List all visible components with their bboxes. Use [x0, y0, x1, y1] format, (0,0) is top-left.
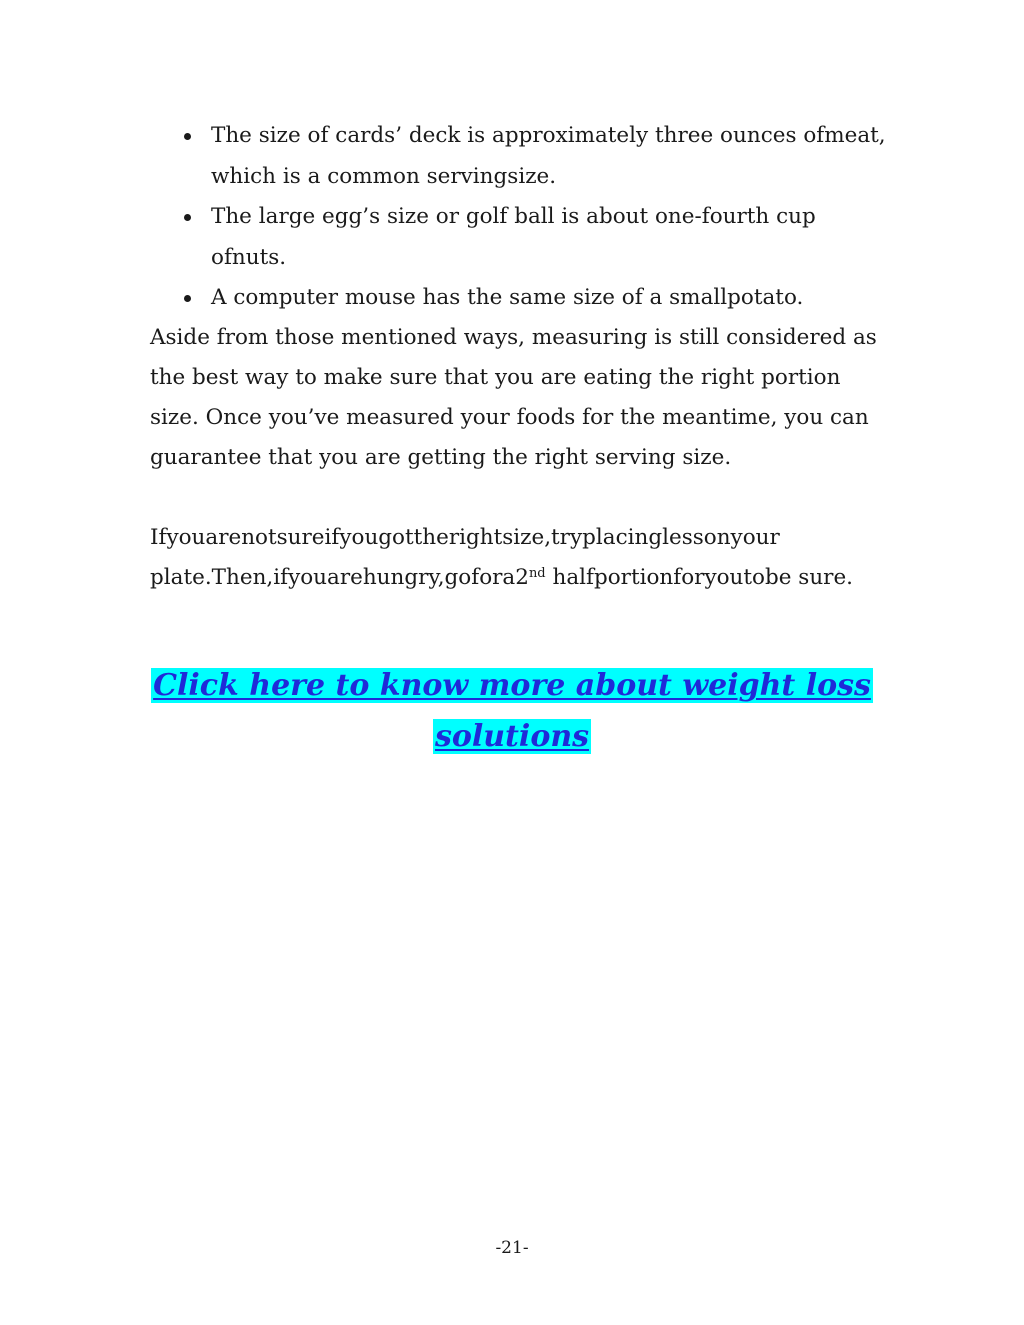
list-item-text: A computer mouse has the same size of a smallpotato.: [211, 285, 804, 310]
paragraph-measuring: Aside from those mentioned ways, measuring is still considered as the best way to make sure that you are eating the right portion size. Once you’ve measured your foods for the meantime, you can guarantee that you are getting the right serving size.: [150, 325, 877, 470]
paragraph-line-2-start: plate.Then,ifyouarehungry,gofora2: [150, 565, 529, 590]
paragraph-serving-tip: [150, 518, 890, 598]
link-line-1[interactable]: Click here to know more about weight loss: [153, 668, 871, 703]
bullet-icon: [184, 295, 191, 302]
paragraph-line-1: Ifyouarenotsureifyougottherightsize,tryplacinglessonyour: [150, 525, 780, 550]
list-item: [150, 278, 890, 319]
ordinal-suffix: nd: [528, 566, 546, 581]
weight-loss-link-continued[interactable]: [433, 719, 591, 754]
paragraph-line-2-end: halfportionforyoutobe sure.: [545, 565, 854, 590]
list-item-text: The large egg’s size or golf ball is about one-fourth cup ofnuts.: [211, 204, 816, 270]
list-item: [150, 116, 890, 197]
weight-loss-link-block: [120, 660, 904, 762]
list-item: [150, 197, 890, 278]
bullet-icon: [184, 133, 191, 140]
weight-loss-link[interactable]: [151, 668, 873, 703]
page-number: -21-: [495, 1238, 529, 1258]
link-line-2[interactable]: solutions: [434, 719, 590, 754]
bullet-icon: [184, 214, 191, 221]
list-item-text: The size of cards’ deck is approximately three ounces ofmeat, which is a common servingsize.: [211, 123, 886, 189]
bullet-list: [150, 116, 890, 319]
